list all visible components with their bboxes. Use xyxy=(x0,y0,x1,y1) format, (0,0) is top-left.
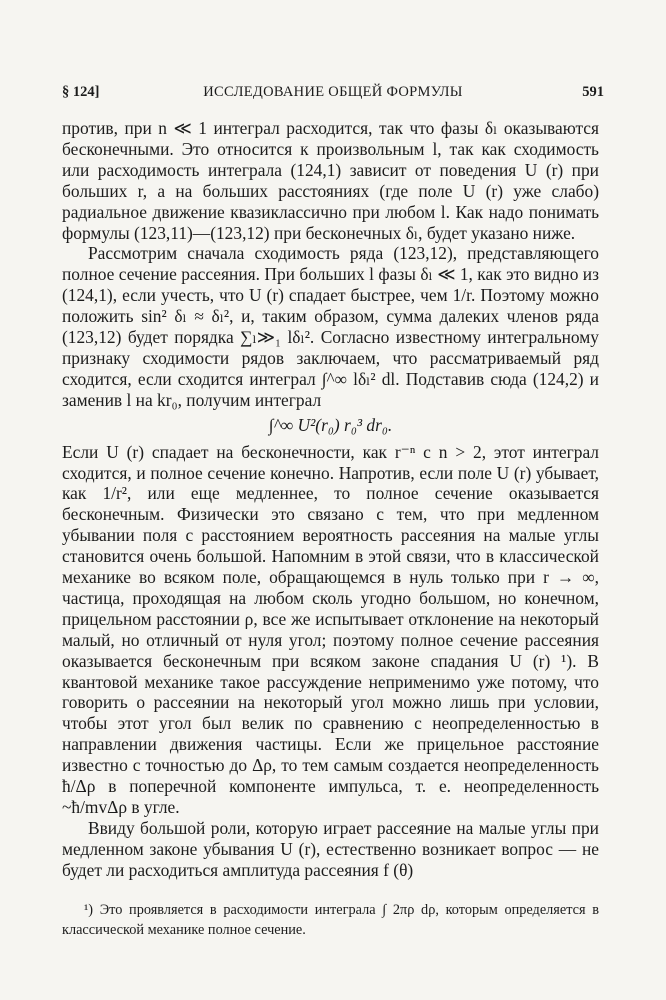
paragraph-1: против, при n ≪ 1 интеграл расходится, так что фазы δₗ оказываются бесконечными. Это относится к произвольным l, так как сходимость или расходимость интеграла (124,1) зависит от поведения U (r) при больших r, а на больших расстояниях (где поле U (r) уже слабо) радиальное движение квазиклассично при любом l. Как надо понимать формулы (123,11)—(123,12) при бесконечных δₗ, будет указано ниже. xyxy=(62,118,599,243)
page-number: 591 xyxy=(582,84,604,100)
paragraph-2: Рассмотрим сначала сходимость ряда (123,12), представляющего полное сечение рассеяния. При больших l фазы δₗ ≪ 1, как это видно из (124,1), если учесть, что U (r) спадает быстрее, чем 1/r. Поэтому можно положить sin² δₗ ≈ δₗ², и, таким образом, сумма далеких членов ряда (123,12) будет порядка ∑ₗ≫₁ lδₗ². Согласно известному интегральному признаку сходимости рядов заключаем, что рассматриваемый ряд сходится, если сходится интеграл ∫^∞ lδₗ² dl. Подставив сюда (124,2) и заменив l на kr₀, получим интеграл xyxy=(62,243,599,410)
paragraph-3: Если U (r) спадает на бесконечности, как r⁻ⁿ с n > 2, этот интеграл сходится, и полное сечение конечно. Напротив, если поле U (r) убывает, как 1/r², или еще медленнее, то полное сечение оказывается бесконечным. Физически это связано с тем, что при медленном убывании поля с расстоянием вероятность рассеяния на малые углы становится очень большой. Напомним в этой связи, что в классической механике во всяком поле, обращающемся в нуль только при r → ∞, частица, проходящая на любом сколь угодно большом, но конечном, прицельном расстоянии ρ, все же испытывает отклонение на некоторый малый, но отличный от нуля угол; поэтому полное сечение рассеяния оказывается бесконечным при всяком законе спадания U (r) ¹). В квантовой механике такое рассуждение неприменимо уже потому, что говорить о рассеянии на некоторый угол можно лишь при условии, чтобы этот угол был велик по сравнению с неопределенностью в направлении движения частицы. Если же прицельное расстояние известно с точностью до Δρ, то тем самым создается неопределенность ħ/Δρ в поперечной компоненте импульса, т. е. неопределенность ~ħ/mvΔρ в угле. xyxy=(62,441,599,817)
display-formula: ∫^∞ U²(r₀) r₀³ dr₀. xyxy=(268,414,393,435)
footnote: ¹) Это проявляется в расходимости интеграла ∫ 2πρ dρ, которым определяется в классической механике полное сечение. xyxy=(62,902,599,938)
running-title: ИССЛЕДОВАНИЕ ОБЩЕЙ ФОРМУЛЫ xyxy=(203,84,463,100)
page-header xyxy=(62,84,604,104)
section-number: § 124] xyxy=(62,84,100,100)
paragraph-4: Ввиду большой роли, которую играет рассеяние на малые углы при медленном законе убывания U (r), естественно возникает вопрос — не будет ли расходиться амплитуда рассеяния f (θ) xyxy=(62,817,599,880)
main-text xyxy=(62,118,599,881)
